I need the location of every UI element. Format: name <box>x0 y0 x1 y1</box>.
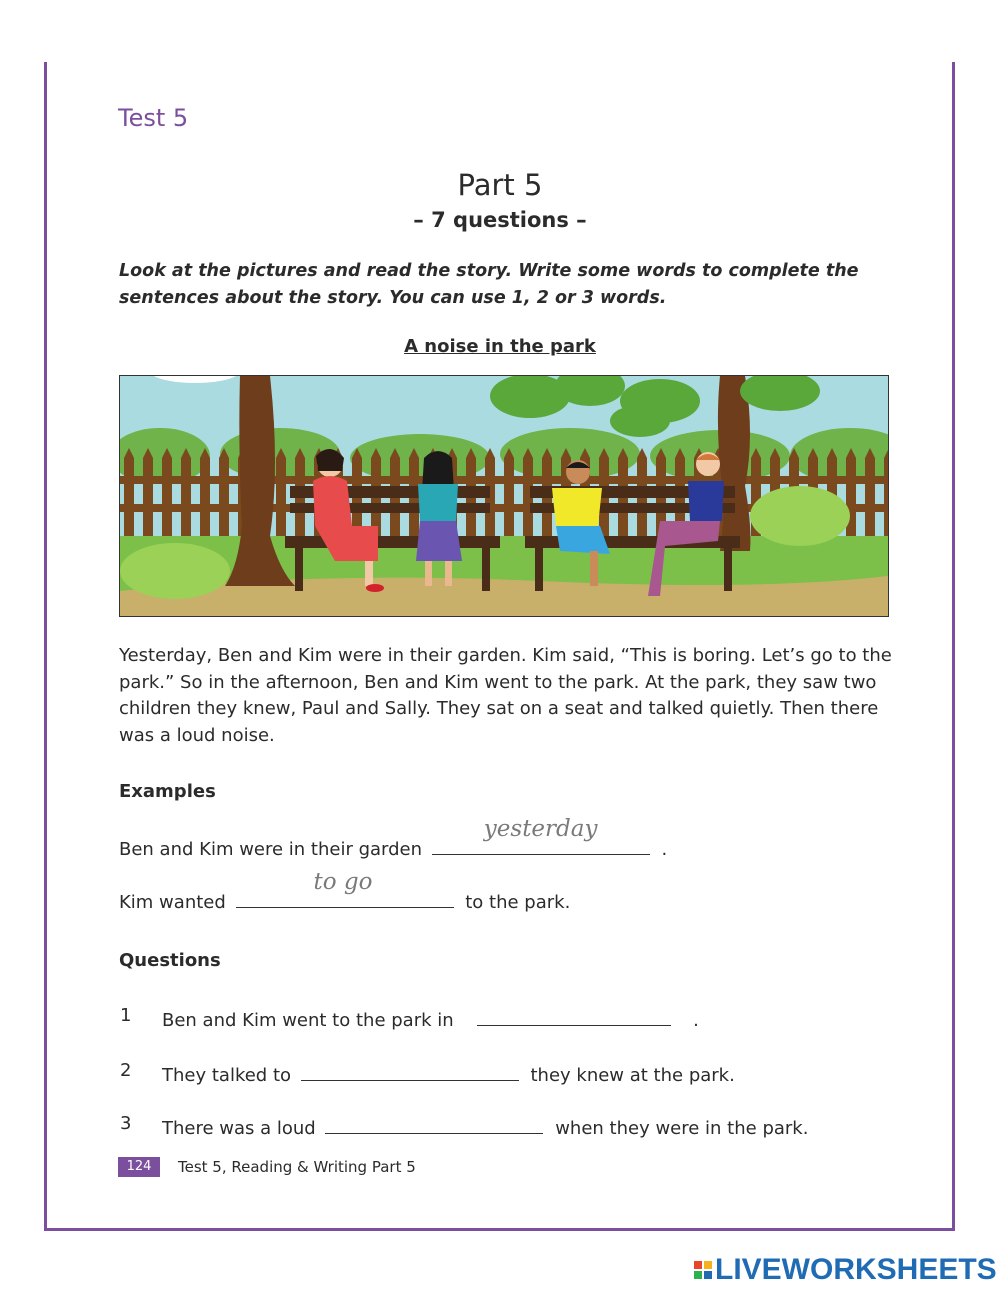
logo-block <box>704 1261 712 1269</box>
part-title: Part 5 <box>457 168 543 202</box>
liveworksheets-logo-text: LIVEWORKSHEETS <box>715 1253 997 1286</box>
example-2-blank <box>236 869 454 908</box>
part-subtitle: – 7 questions – <box>413 208 587 232</box>
example-2 <box>119 869 571 913</box>
story-title: A noise in the park <box>404 336 596 357</box>
example-1-text: Ben and Kim were in their garden <box>119 839 423 860</box>
question-1-text: Ben and Kim went to the park in <box>162 1010 454 1031</box>
park-illustration <box>119 375 889 617</box>
question-3-answer-field[interactable] <box>325 1113 543 1134</box>
question-2-text: They talked to <box>162 1065 292 1086</box>
question-2-answer-field[interactable] <box>301 1060 519 1081</box>
example-2-answer: to go <box>313 869 373 895</box>
footer-text: Test 5, Reading & Writing Part 5 <box>178 1158 416 1176</box>
question-2-end: they knew at the park. <box>530 1065 735 1086</box>
example-1-blank <box>432 816 650 855</box>
question-1-end: . <box>693 1010 699 1031</box>
example-2-text: Kim wanted <box>119 892 226 913</box>
liveworksheets-logo-icon <box>694 1261 712 1279</box>
test-label: Test 5 <box>118 104 189 132</box>
page-frame-bottom <box>44 1228 955 1231</box>
liveworksheets-logo[interactable] <box>694 1253 997 1287</box>
question-3-number: 3 <box>120 1113 132 1134</box>
question-1-answer-field[interactable] <box>477 1005 671 1026</box>
question-3-text: There was a loud <box>162 1118 316 1139</box>
questions-heading: Questions <box>119 950 221 971</box>
page-frame-right <box>952 62 955 1230</box>
example-1-answer: yesterday <box>483 816 598 842</box>
question-2 <box>162 1060 735 1086</box>
example-2-end: to the park. <box>465 892 571 913</box>
question-1 <box>162 1005 699 1031</box>
question-2-number: 2 <box>120 1060 132 1081</box>
story-text: Yesterday, Ben and Kim were in their garden. Kim said, “This is boring. Let’s go to the park.” So in the afternoon, Ben and Kim went to the park. At the park, they saw two children they knew, Paul and Sally. They sat on a seat and talked quietly. Then there was a loud noise. <box>119 645 892 746</box>
question-1-number: 1 <box>120 1005 132 1026</box>
instructions: Look at the pictures and read the story. Write some words to complete the sentences about the story. You can use 1, 2 or 3 words. <box>119 261 859 308</box>
examples-heading: Examples <box>119 781 216 802</box>
question-3-end: when they were in the park. <box>555 1118 809 1139</box>
page-number-badge: 124 <box>118 1157 160 1177</box>
logo-block <box>704 1271 712 1279</box>
logo-block <box>694 1271 702 1279</box>
logo-block <box>694 1261 702 1269</box>
page-frame-left <box>44 62 47 1230</box>
example-1-end: . <box>661 839 668 860</box>
example-1 <box>119 816 668 860</box>
park-scene-graphic <box>120 376 888 616</box>
question-3 <box>162 1113 808 1139</box>
